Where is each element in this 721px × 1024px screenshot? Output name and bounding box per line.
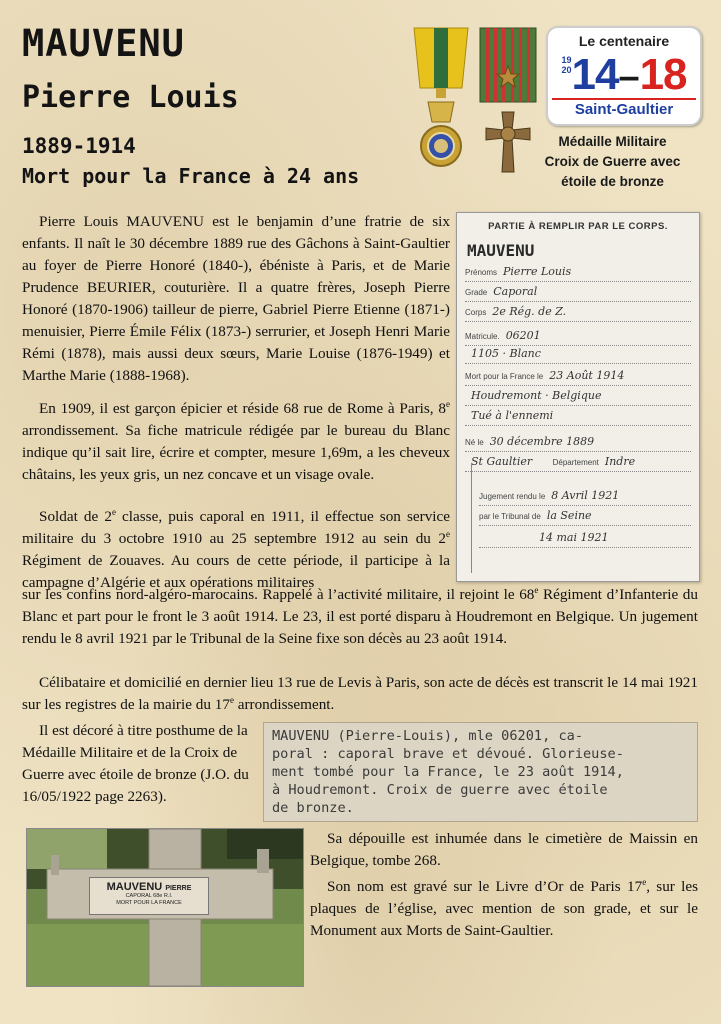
grave-photo: [26, 828, 304, 987]
card-row-tribunal: [479, 509, 691, 526]
card-label: Né le: [465, 438, 484, 447]
biography-paragraph-burial: Sa dépouille est inhumée dans le cimetière de Maissin en Belgique, tombe 268.: [310, 830, 698, 869]
superscript: e: [229, 694, 234, 705]
card-value: Caporal: [493, 285, 538, 298]
text-run: arrondissement.: [233, 696, 335, 713]
military-record-card: [456, 212, 700, 582]
card-row-recrutement: [465, 347, 691, 364]
medals-caption-line: Croix de Guerre avec: [544, 154, 681, 169]
card-label: par le Tribunal de: [479, 512, 541, 521]
clipping-line: ment tombé pour la France, le 23 août 1914,: [272, 764, 624, 780]
text-run: , sur les plaques de l’église, avec mention de son grade, et sur le Monument aux Morts de Saint-Gaultier.: [310, 878, 699, 939]
card-value: 14 mai 1921: [539, 531, 609, 544]
card-row-matricule: [465, 329, 691, 346]
text-run: arrondissement. Sa fiche matricule rédigée par le bureau du Blanc indique qu’il sait lire, écrire et compter, mesure 1,69m, a les cheveux châtains, les yeux gris, un nez concave et un visage ovale.: [22, 422, 450, 483]
card-row-prenoms: [465, 265, 691, 282]
centenaire-logo: [546, 26, 702, 126]
surname-title: MAUVENU: [22, 22, 185, 65]
text-run: classe, puis caporal en 1911, il effectue son service militaire du 3 octobre 1910 au 25 septembre 1912 au sein du 2: [22, 508, 451, 547]
grave-plate-rank: CAPORAL 68e R.I.: [125, 893, 173, 899]
card-value: 23 Août 1914: [549, 369, 625, 382]
card-value: 1105 · Blanc: [471, 347, 541, 360]
logo-years: [548, 50, 700, 100]
card-value: Tué à l'ennemi: [471, 409, 554, 422]
card-row-mort: [465, 369, 691, 386]
card-value: St Gaultier: [471, 455, 533, 468]
logo-year-top: 19: [561, 55, 572, 65]
given-names-title: Pierre Louis: [22, 80, 239, 115]
text-run: Soldat de 2: [39, 508, 112, 525]
card-label: Mort pour la France le: [465, 372, 544, 381]
logo-place: Saint-Gaultier: [552, 98, 696, 118]
logo-num-18: 18: [639, 50, 687, 99]
card-row-lieu: [465, 389, 691, 406]
card-header: PARTIE À REMPLIR PAR LE CORPS.: [488, 221, 668, 232]
card-label: Prénoms: [465, 268, 498, 277]
superscript: e: [111, 506, 116, 517]
medals-caption-line: Médaille Militaire: [558, 134, 667, 149]
text-run: Régiment de Zouaves. Au cours de cette période, il participe à la campagne d’Algérie et aux opérations militaires: [22, 552, 450, 591]
biography-paragraph-military-cont: [22, 584, 698, 650]
card-label: Matricule.: [465, 332, 500, 341]
card-value: Houdremont · Belgique: [471, 389, 602, 402]
card-row-ne: [465, 435, 691, 452]
card-row-ne-a: [465, 455, 691, 472]
superscript: e: [446, 398, 450, 409]
medaille-militaire-image: [410, 26, 472, 176]
card-value: 2e Rég. de Z.: [492, 305, 567, 318]
life-dates: 1889-1914: [22, 134, 136, 158]
biography-paragraph-1909: [22, 398, 450, 486]
text-run: Célibataire et domicilié en dernier lieu 13 rue de Levis à Paris, son acte de décès est transcrit le 14 mai 1921 sur les registres de la mairie du 17: [22, 674, 698, 713]
biography-paragraph-decorations: Il est décoré à titre posthume de la Médaille Militaire et de la Croix de Guerre avec étoile de bronze (J.O. du 16/05/1922 page 2263).: [22, 722, 249, 805]
medals-caption: [525, 132, 700, 192]
death-subtitle: Mort pour la France à 24 ans: [22, 164, 360, 188]
grave-plate-name: [90, 881, 208, 893]
logo-year-prefix: [561, 55, 571, 75]
card-label: Corps: [465, 308, 487, 317]
card-row-corps: [465, 305, 691, 322]
card-row-genre: [465, 409, 691, 426]
logo-num-14: 14: [571, 50, 619, 99]
card-label: Département: [552, 458, 599, 467]
card-row-jugement: [479, 489, 691, 506]
superscript: e: [446, 528, 450, 539]
journal-officiel-clipping: [263, 722, 698, 822]
logo-dash: –: [618, 56, 640, 98]
card-value: 06201: [505, 329, 541, 342]
card-label: Jugement rendu le: [479, 492, 546, 501]
card-row-transcrit: [479, 531, 691, 548]
clipping-line: poral : caporal brave et dévoué. Glorieuse-: [272, 746, 624, 762]
grave-plate-mention: MORT POUR LA FRANCE: [116, 900, 182, 906]
card-value: Pierre Louis: [503, 265, 572, 278]
biography-paragraph-memorials: [310, 876, 698, 942]
superscript: e: [642, 876, 647, 887]
superscript: e: [534, 584, 539, 595]
clipping-line: MAUVENU (Pierre-Louis), mle 06201, ca-: [272, 728, 583, 744]
biography-paragraph-death-record: [22, 672, 698, 716]
card-name: MAUVENU: [467, 241, 535, 260]
clipping-line: de bronze.: [272, 800, 354, 816]
grave-firstname: PIERRE: [165, 885, 192, 892]
text-run: Régiment d’Infanterie du Blanc et part pour le front le 3 août 1914. Le 23, il est porté disparu à Houdremont en Belgique. Un jugement rendu le 8 avril 1921 par le Tribunal de la Seine fixe son décès au 23 août 1914.: [22, 586, 698, 647]
text-run: En 1909, il est garçon épicier et réside 68 rue de Rome à Paris, 8: [39, 400, 446, 417]
card-value: la Seine: [546, 509, 592, 522]
card-side-margin: [457, 463, 472, 573]
grave-plate: [89, 877, 209, 915]
logo-year-bottom: 20: [561, 65, 572, 75]
card-row-grade: [465, 285, 691, 302]
card-value: 30 décembre 1889: [489, 435, 595, 448]
biography-paragraph-family: Pierre Louis MAUVENU est le benjamin d’une fratrie de six enfants. Il naît le 30 décembre 1889 rue des Gâchons à Saint-Gaultier au foyer de Pierre Honoré (1840-), ébéniste à Paris, et de Marie Prudence BEURIER, couturière. Il a quatre frères, Joseph Pierre Honoré (1870-1906) tailleur de pierre, Gabriel Pierre Etienne (1871-) menuisier, Pierre Émile Félix (1873-) serrurier, et Joseph Henri Marie Rémi (1878), mais aussi deux sœurs, Marie Louise (1876-1949) et Marthe Marie (1888-1968).: [22, 213, 450, 384]
text-run: sur les confins nord-algéro-marocains. Rappelé à l’activité militaire, il rejoint le 68: [22, 586, 535, 603]
card-value: 8 Avril 1921: [551, 489, 620, 502]
logo-title: Le centenaire: [578, 33, 670, 49]
clipping-line: à Houdremont. Croix de guerre avec étoile: [272, 782, 608, 798]
grave-surname: MAUVENU: [106, 881, 163, 893]
card-value: Indre: [604, 455, 636, 468]
biography-paragraph-military: [22, 506, 450, 594]
medals-caption-line: étoile de bronze: [561, 174, 664, 189]
card-label: Grade: [465, 288, 488, 297]
text-run: Son nom est gravé sur le Livre d’Or de Paris 17: [327, 878, 643, 895]
